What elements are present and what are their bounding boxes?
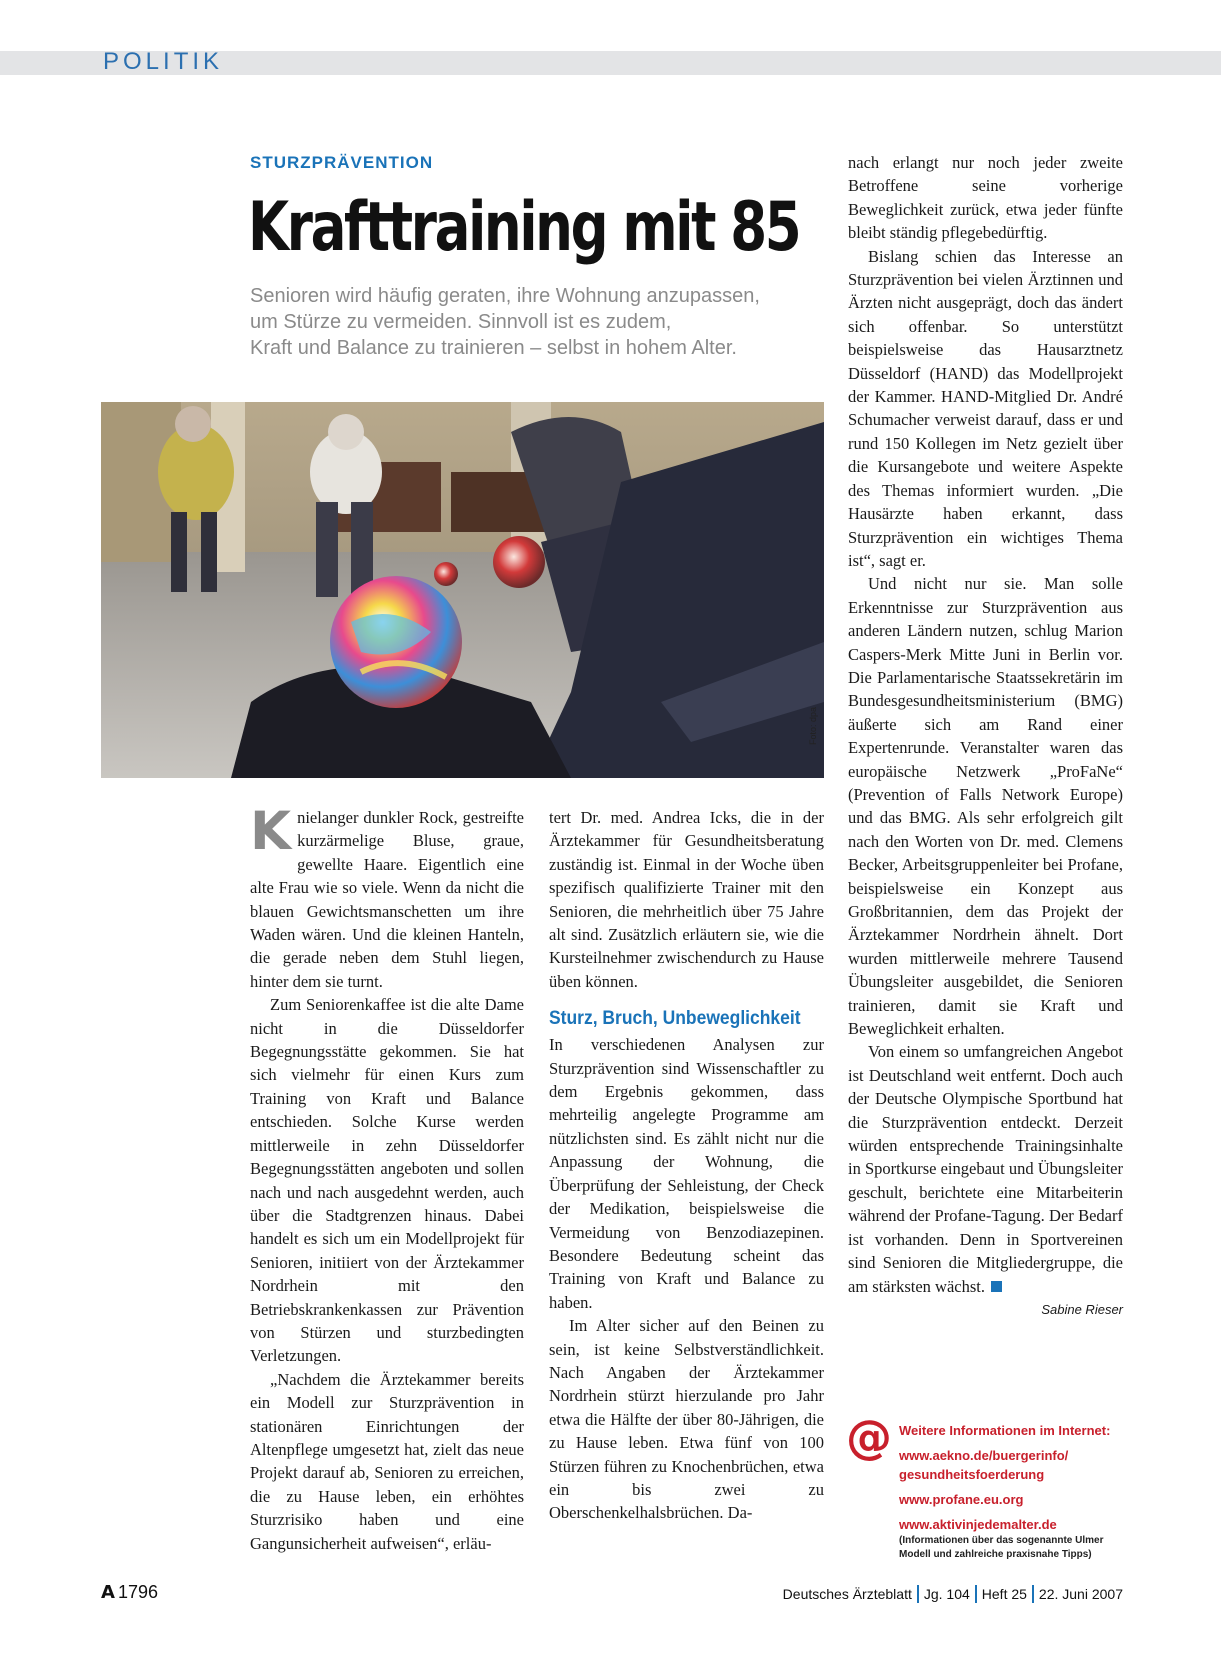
text-column-2: [549, 806, 824, 1525]
page-number: [101, 1582, 158, 1603]
issue: Heft 25: [981, 1586, 1027, 1602]
separator: [975, 1585, 977, 1603]
info-note: (Informationen über das sogenannte Ulmer: [899, 1535, 1104, 1546]
footer-publication: [783, 1585, 1123, 1603]
paragraph: nach erlangt nur noch jeder zweite Betroffene seine vorherige Beweglichkeit zurück, etwa jeder fünfte bleibt ständig pflegebedürftig.: [848, 153, 1123, 243]
info-box: [846, 1410, 1136, 1560]
paragraph: nielanger dunkler Rock, gestreifte kurzärmelige Bluse, graue, gewellte Haare. Eigentlich eine alte Frau wie so viele. Wenn da nicht die blauen Gewichtsmanschetten um ihre Waden wären. Und die kleinen Hanteln, die gerade neben dem Stuhl liegen, hinter dem sie turnt.: [250, 808, 524, 991]
page-prefix: A: [101, 1582, 115, 1603]
article-kicker: STURZPRÄVENTION: [250, 153, 434, 172]
article-headline: Krafttraining mit 85: [248, 188, 800, 267]
paragraph: tert Dr. med. Andrea Icks, die in der Ärztekammer für Gesundheitsberatung zuständig ist. Einmal in der Woche üben spezifisch qualifizierte Trainer mit den Senioren, die mehrheitlich über 75 Jahre alt sind. Zusätzlich erläutern sie, wie die Kursteilnehmer zwischendurch zu Hause üben können.: [549, 808, 824, 991]
publication-name: Deutsches Ärzteblatt: [782, 1586, 912, 1602]
separator: [1032, 1585, 1034, 1603]
paragraph: Und nicht nur sie. Man solle Erkenntnisse zur Sturzprävention aus anderen Ländern nutzen, schlug Marion Caspers-Merk Mitte Juni in Berlin vor. Die Parlamentarische Staatssekretärin im Bundesgesundheitsministerium (BMG) äußerte sich am Rand einer Expertenrunde. Veranstalter waren das europäische Netzwerk „ProFaNe“ (Prevention of Falls Network Europe) und das BMG. Als sehr erfolgreich gilt nach den Worten von Dr. med. Clemens Becker, Arbeitsgruppenleiter bei Profane, beispielsweise ein Konzept aus Großbritannien, dem das Projekt der Ärztekammer Nordrhein ähnelt. Dort wurden mittlerweile mehrere Tausend Übungsleiter ausgebildet, die Senioren trainieren, damit sie Kraft und Beweglichkeit erhalten.: [848, 574, 1123, 1039]
lead-line: Senioren wird häufig geraten, ihre Wohnung anzupassen,: [250, 285, 760, 307]
photo-credit: Foto: dpa: [808, 706, 818, 745]
info-link[interactable]: gesundheitsfoerderung: [899, 1467, 1045, 1482]
lead-line: um Stürze zu vermeiden. Sinnvoll ist es zudem,: [250, 311, 672, 333]
end-mark-icon: [991, 1281, 1002, 1292]
paragraph: „Nachdem die Ärztekammer bereits ein Modell zur Sturzprävention in stationären Einrichtungen der Altenpflege umgesetzt hat, zielt das neue Projekt darauf ab, Senioren zu erreichen, die zu Hause leben, ein erhöhtes Sturzrisiko haben und eine Gangunsicherheit aufweisen“, erläu-: [250, 1369, 524, 1553]
info-note: Modell und zahlreiche praxisnahe Tipps): [899, 1549, 1092, 1560]
volume: Jg. 104: [923, 1586, 970, 1602]
paragraph: Im Alter sicher auf den Beinen zu sein, ist keine Selbstverständlichkeit. Nach Angaben der Ärztekammer Nordrhein stürzt hierzulande pro Jahr etwa die Hälfte der über 80-Jährigen, die zu Hause leben. Etwa fünf von 100 Stürzen führen zu Knochenbrüchen, etwa ein bis zwei zu Oberschenkelhalsbrüchen. Da-: [549, 1316, 824, 1523]
paragraph: Von einem so umfangreichen Angebot ist Deutschland weit entfernt. Doch auch der Deutsche Olympische Sportbund hat die Sturzprävention entdeckt. Derzeit würden entsprechende Trainingsinhalte in Sportkurse eingebaut und Übungsleiter geschult, berichtete eine Mitarbeiterin während der Profane-Tagung. Der Bedarf ist vorhanden. Denn in Sportvereinen sind Senioren die Mitgliedergruppe, die am stärksten wächst.: [848, 1042, 1123, 1296]
paragraph: Bislang schien das Interesse an Sturzprävention bei vielen Ärztinnen und Ärzten nicht ausgeprägt, doch das ändert sich offenbar. So unterstützt beispielsweise das Hausarztnetz Düsseldorf (HAND) das Modellprojekt der Kammer. HAND-Mitglied Dr. André Schumacher verweist darauf, dass er und rund 150 Kollegen im Netz gezielt über die Kursangebote und weitere Aspekte des Themas informiert wurden. „Die Hausärzte haben erkannt, dass Sturzprävention ein wichtiges Thema ist“, sagt er.: [848, 246, 1123, 570]
subheading: Sturz, Bruch, Unbeweglichkeit: [549, 1008, 801, 1030]
section-label: POLITIK: [103, 48, 224, 75]
drop-cap: K: [250, 801, 292, 862]
article-lead: [250, 283, 830, 361]
paragraph: In verschiedenen Analysen zur Sturzprävention sind Wissenschaftler zu dem Ergebnis gekommen, dass mehrteilig angelegte Programme am nützlichsten sind. Es zählt nicht nur die Anpassung der Wohnung, die Überprüfung der Sehleistung, der Check der Medikation, beispielsweise die Vermeidung von Benzodiazepinen. Besondere Bedeutung scheint das Training von Kraft und Balance zu haben.: [549, 1035, 824, 1312]
lead-line: Kraft und Balance zu trainieren – selbst in hohem Alter.: [250, 337, 737, 359]
paragraph: Zum Seniorenkaffee ist die alte Dame nicht in die Düsseldorfer Begegnungsstätte gekommen. Sie hat sich vielmehr für einen Kurs zum Training von Kraft und Balance entschieden. Solche Kurse werden mittlerweile in zehn Düsseldorfer Begegnungsstätten angeboten und sollen nach und nach ausgedehnt werden, auch über die Stadtgrenzen hinaus. Dabei handelt es sich um ein Modellprojekt für Senioren, initiiert von der Ärztekammer Nordrhein mit den Betriebskrankenkassen zur Prävention von Stürzen und sturzbedingten Verletzungen.: [250, 995, 524, 1366]
info-link[interactable]: www.aekno.de/buergerinfo/: [899, 1448, 1069, 1463]
info-title: Weitere Informationen im Internet:: [899, 1423, 1111, 1438]
text-column-1: [250, 801, 524, 1555]
page-number-value: 1796: [117, 1582, 158, 1602]
article-photo: [101, 402, 824, 778]
info-link[interactable]: www.aktivinjedemalter.de: [899, 1517, 1057, 1532]
info-link[interactable]: www.profane.eu.org: [899, 1492, 1024, 1507]
author-name: Sabine Rieser: [1041, 1301, 1123, 1317]
separator: [917, 1585, 919, 1603]
at-icon: @: [846, 1410, 892, 1464]
issue-date: 22. Juni 2007: [1038, 1586, 1123, 1602]
text-column-3: [848, 151, 1123, 1321]
